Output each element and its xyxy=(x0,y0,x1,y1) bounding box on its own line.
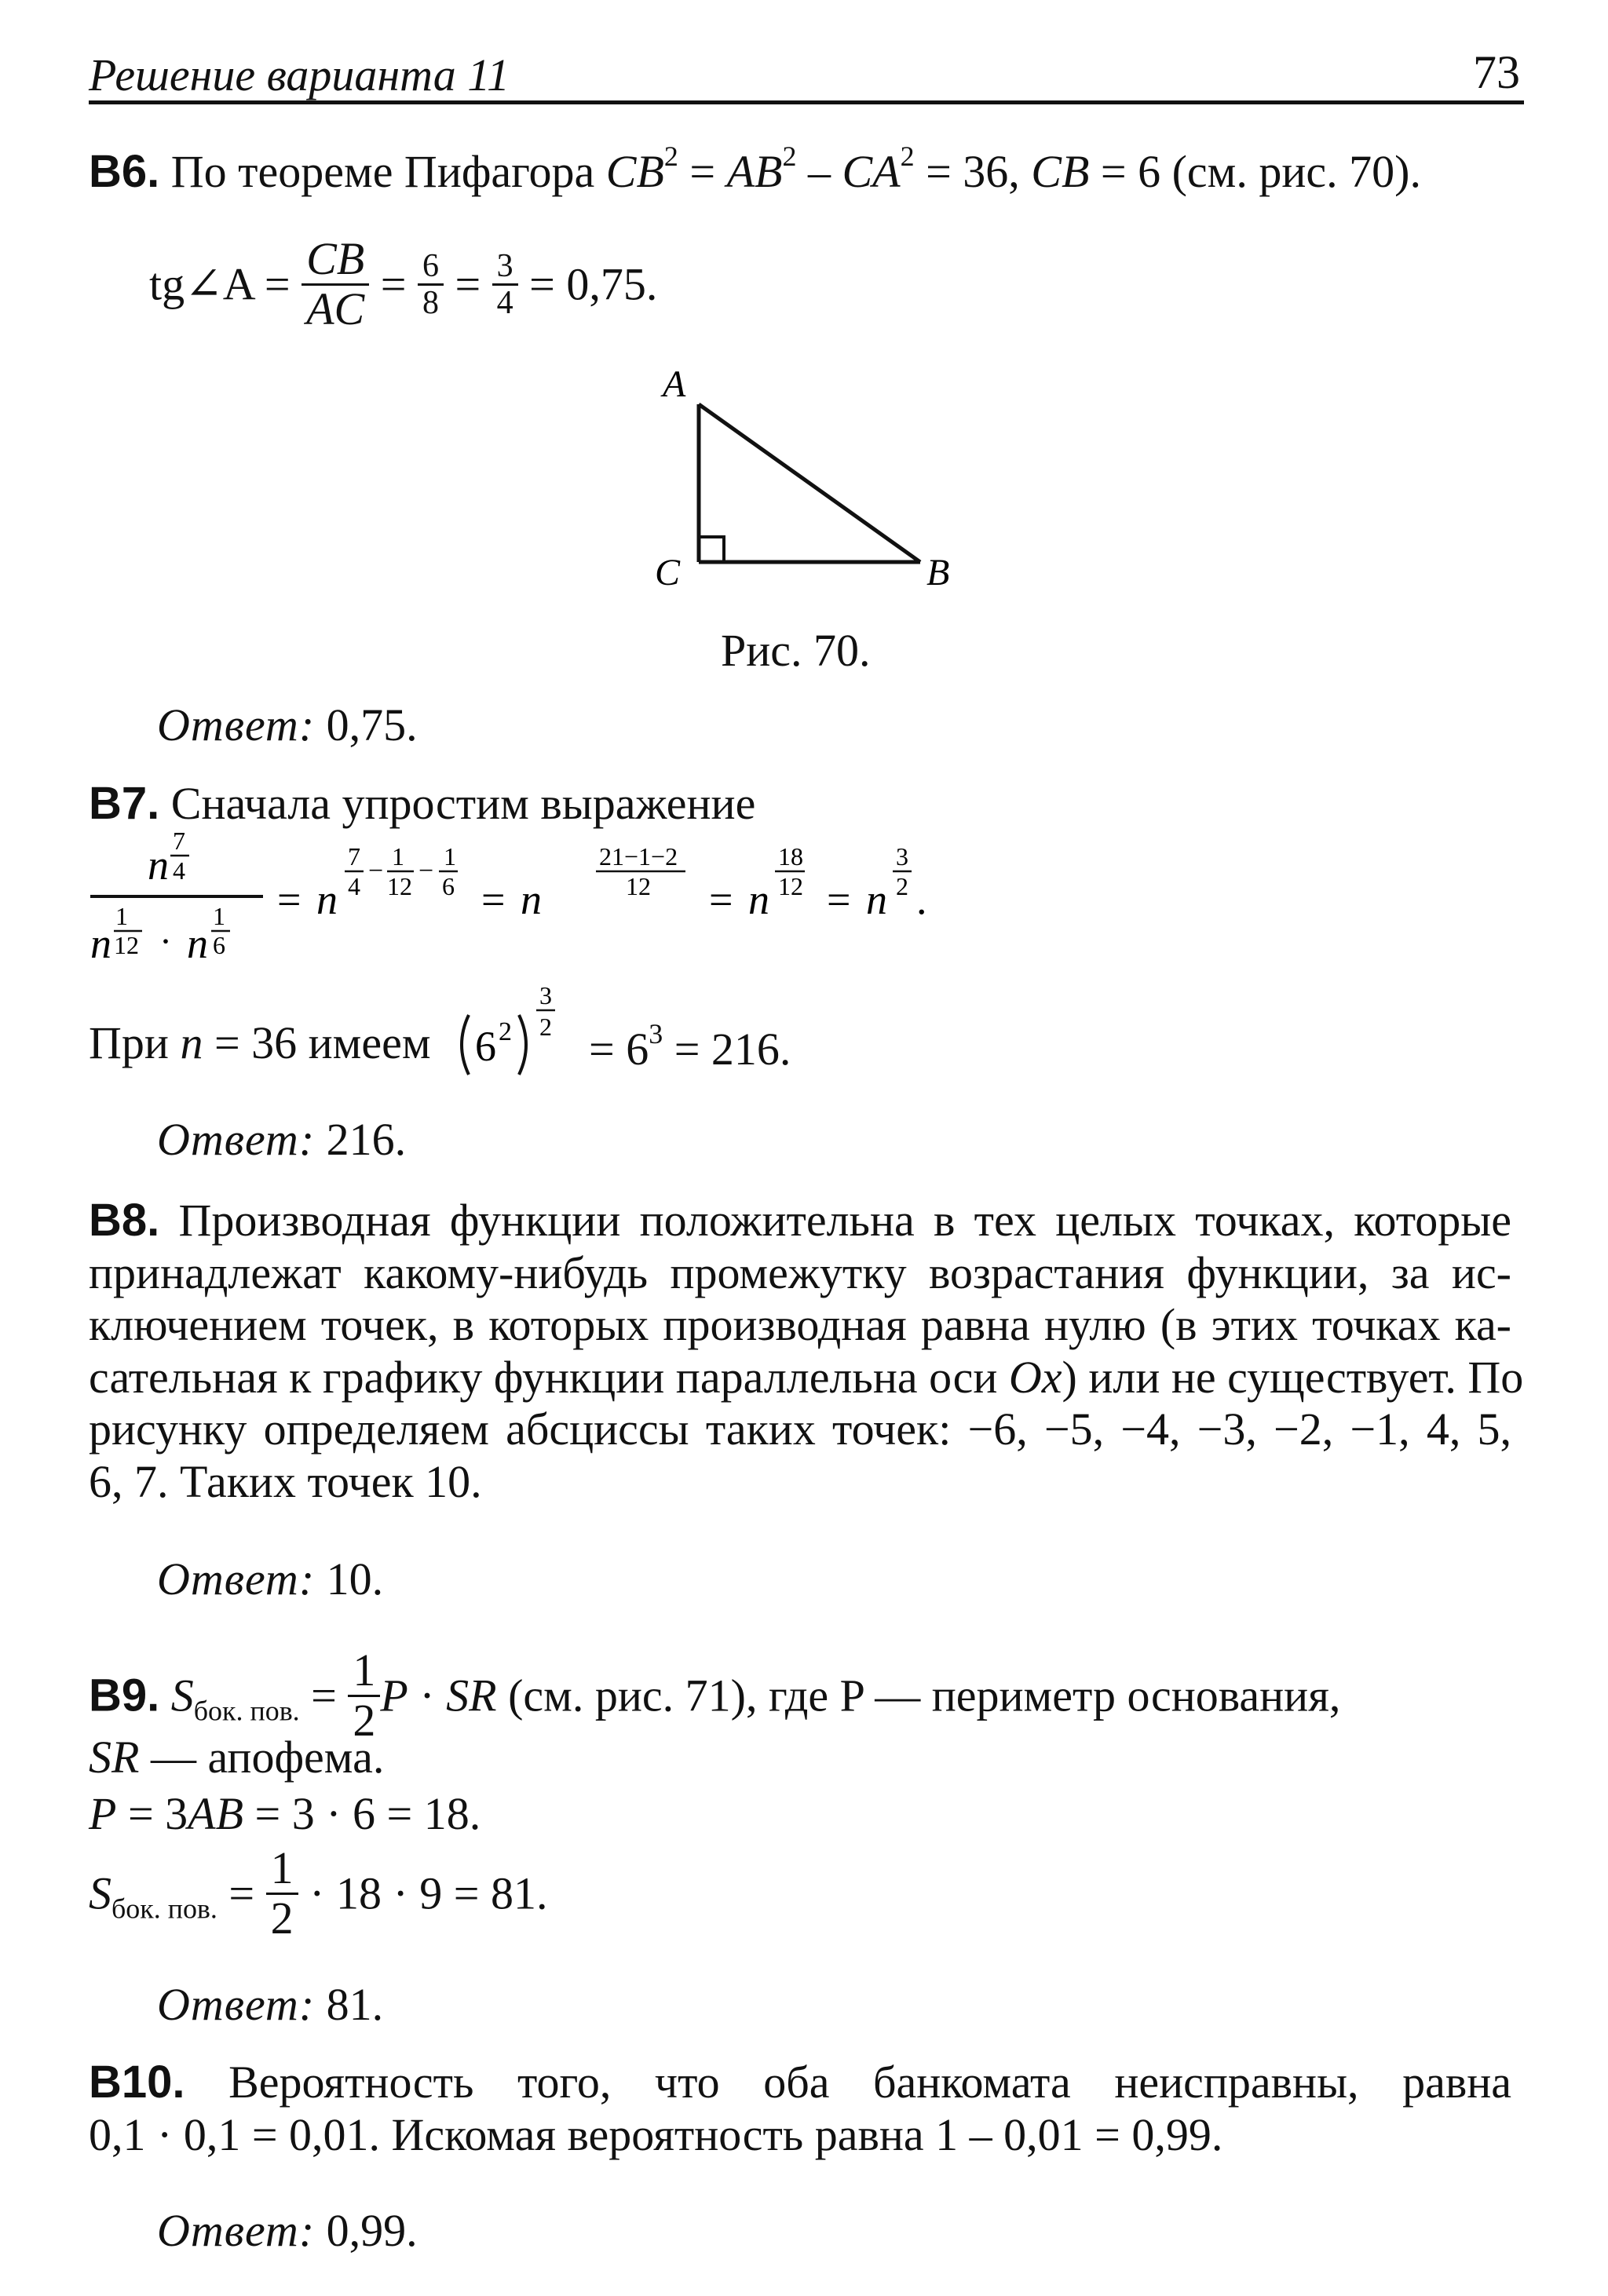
b9-answer xyxy=(157,1978,383,2031)
b9-line-2: SR — апофема. xyxy=(89,1732,385,1783)
b7-den-n1: n xyxy=(90,920,111,967)
b7-num-exp-7: 7 xyxy=(173,832,185,855)
b7-den-exp2-num: 1 xyxy=(213,902,225,930)
b6-text: По теореме Пифагора $CB^2 = AB^2 - CA^2 = 36$, CB = 6 (см. рис. 70). xyxy=(170,141,1421,197)
svg-text:n: n xyxy=(316,876,338,923)
b7-line-3-result: = $6^3 = 216$. xyxy=(589,1018,791,1075)
b7-expression xyxy=(89,832,1109,981)
b6-tangent-formula: tg∠A = $\frac{CB}{AC}$ = $\frac{6}{8}$ = $\frac{3}{4}$ = 0,75. xyxy=(149,233,658,334)
b7-den-dot: · xyxy=(159,921,172,962)
b7-num-exp-4: 4 xyxy=(173,856,185,885)
b7-den-exp1-den: 12 xyxy=(114,931,139,959)
b8-label: B8. xyxy=(89,1195,160,1246)
b6-label: B6. xyxy=(89,145,160,197)
b8-paragraph xyxy=(89,1195,1524,1508)
b7-line-1 xyxy=(89,778,756,829)
b9-line-3: P = 3AB = 3 · 6 = 18. xyxy=(89,1788,481,1839)
svg-text:3: 3 xyxy=(539,981,552,1009)
svg-text:−: − xyxy=(418,856,434,885)
b8-line-4: сательная к графику функции параллельна оси Ox) или не существует. По xyxy=(89,1351,1524,1403)
svg-text:−: − xyxy=(368,856,384,885)
vertex-c-label: C xyxy=(655,552,681,593)
b9-s-subscript-2: бок. пов. xyxy=(111,1893,217,1925)
svg-text:6: 6 xyxy=(442,872,455,900)
svg-text:3: 3 xyxy=(896,842,908,871)
b7-num-n: n xyxy=(148,841,169,889)
header-rule xyxy=(89,100,1524,104)
b10-line-2: 0,1 · 0,1 = 0,01. Искомая вероятность равна 1 – 0,01 = 0,99. xyxy=(89,2108,1223,2160)
frac-6-8-num: 6 xyxy=(418,249,444,286)
b10-paragraph xyxy=(89,2057,1511,2161)
svg-text:2: 2 xyxy=(896,872,908,900)
b6-answer xyxy=(157,699,418,751)
b7-den-exp1-num: 1 xyxy=(115,902,128,930)
b8-text-1: Производная функции положительна в тех целых точках, которые xyxy=(178,1195,1512,1246)
svg-text:4: 4 xyxy=(348,872,360,900)
b10-answer-label: Ответ: xyxy=(157,2205,316,2256)
b8-answer-value: 10. xyxy=(326,1553,384,1604)
b8-line-6: 6, 7. Таких точек 10. xyxy=(89,1455,482,1507)
b7-answer xyxy=(157,1113,406,1166)
svg-text:12: 12 xyxy=(387,872,412,900)
side-ab xyxy=(699,404,920,562)
svg-text:21−1−2: 21−1−2 xyxy=(599,842,678,871)
b7-answer-label: Ответ: xyxy=(157,1114,316,1165)
running-header: Решение варианта 11 xyxy=(89,49,510,100)
svg-text:=: = xyxy=(709,876,733,923)
svg-text:=: = xyxy=(277,876,302,923)
frac-6-8 xyxy=(418,249,444,320)
b7-den-n2: n xyxy=(187,920,208,967)
b9-s-subscript-1: бок. пов. xyxy=(193,1695,300,1727)
svg-text:.: . xyxy=(916,876,927,923)
svg-text:2: 2 xyxy=(499,1017,512,1046)
b8-line-3: ключением точек, в которых производная равна нулю (в этих точках ка- xyxy=(89,1299,1511,1350)
frac-3-4 xyxy=(492,249,518,320)
frac-3-4-den: 4 xyxy=(496,284,513,321)
page-number: 73 xyxy=(1473,46,1520,98)
b9-line-4: $S_{бок. пов.}$ = $\frac{1}{2}$ · 18 · 9 = 81. xyxy=(89,1842,548,1944)
frac-3-4-num: 3 xyxy=(492,249,518,286)
svg-text:1: 1 xyxy=(392,842,404,871)
b9-answer-value: 81. xyxy=(326,1979,384,2030)
svg-text:=: = xyxy=(827,876,851,923)
svg-text:12: 12 xyxy=(626,872,651,900)
tg-fraction xyxy=(302,235,369,334)
b10-answer xyxy=(157,2204,418,2257)
b9-line-1: B9. $S_{бок. пов.}$ = $\frac{1}{2}$ P · SR (см. рис. 71), где P — периметр основания, xyxy=(89,1644,1341,1746)
svg-text:18: 18 xyxy=(778,842,803,871)
frac-6-8-den: 8 xyxy=(422,284,439,321)
tg-den: AC xyxy=(306,283,365,334)
svg-text:12: 12 xyxy=(778,872,803,900)
b10-answer-value: 0,99. xyxy=(326,2205,418,2256)
b7-expression-svg xyxy=(89,832,1109,981)
b8-line-1 xyxy=(89,1195,1511,1247)
svg-text:1: 1 xyxy=(444,842,456,871)
vertex-b-label: B xyxy=(926,552,950,593)
svg-text:n: n xyxy=(866,876,887,923)
b8-answer xyxy=(157,1553,383,1605)
tg-prefix: tg∠A = xyxy=(149,258,291,310)
b7-text: Сначала упростим выражение xyxy=(170,778,756,829)
b9-half-fraction-1: $\frac{1}{2}$ xyxy=(348,1647,380,1745)
b10-line-1 xyxy=(89,2057,1511,2109)
figure-70-triangle xyxy=(644,361,974,597)
b6-answer-label: Ответ: xyxy=(157,699,316,750)
b9-half-fraction-2: $\frac{1}{2}$ xyxy=(266,1845,298,1943)
b9-label: B9. xyxy=(89,1670,160,1721)
b10-text-1: Вероятность того, что оба банкомата неисправны, равна xyxy=(228,2057,1512,2108)
svg-text:2: 2 xyxy=(539,1013,552,1041)
vertex-a-label: A xyxy=(663,363,686,405)
b8-line-2: принадлежат какому-нибудь промежутку возрастания функции, за ис- xyxy=(89,1247,1511,1298)
b7-power-expression xyxy=(451,977,577,1087)
b6-line-1 xyxy=(89,143,1421,195)
b7-label: B7. xyxy=(89,778,160,829)
b7-den-exp2-den: 6 xyxy=(213,931,225,959)
svg-text:=: = xyxy=(481,876,506,923)
b9-answer-label: Ответ: xyxy=(157,1979,316,2030)
right-angle-mark xyxy=(699,537,724,562)
b6-answer-value: 0,75. xyxy=(326,699,418,750)
figure-70-caption: Рис. 70. xyxy=(721,625,871,676)
b9-line-1-suffix: (см. рис. 71), где P — периметр основания, xyxy=(508,1670,1341,1721)
svg-text:6: 6 xyxy=(475,1023,496,1070)
tg-num: CB xyxy=(302,235,369,286)
b10-label: B10. xyxy=(89,2057,185,2108)
b7-answer-value: 216. xyxy=(326,1114,407,1165)
svg-text:n: n xyxy=(748,876,769,923)
svg-text:n: n xyxy=(521,876,542,923)
b9-line-4-suffix: · 18 · 9 = 81. xyxy=(309,1867,548,1919)
tg-result: = 0,75. xyxy=(529,258,658,310)
b8-line-5: рисунку определяем абсциссы таких точек: −6, −5, −4, −3, −2, −1, 4, 5, xyxy=(89,1404,1511,1455)
svg-text:7: 7 xyxy=(348,842,360,871)
b8-answer-label: Ответ: xyxy=(157,1553,316,1604)
b7-line-3: При n = 36 имеем xyxy=(89,1017,431,1068)
